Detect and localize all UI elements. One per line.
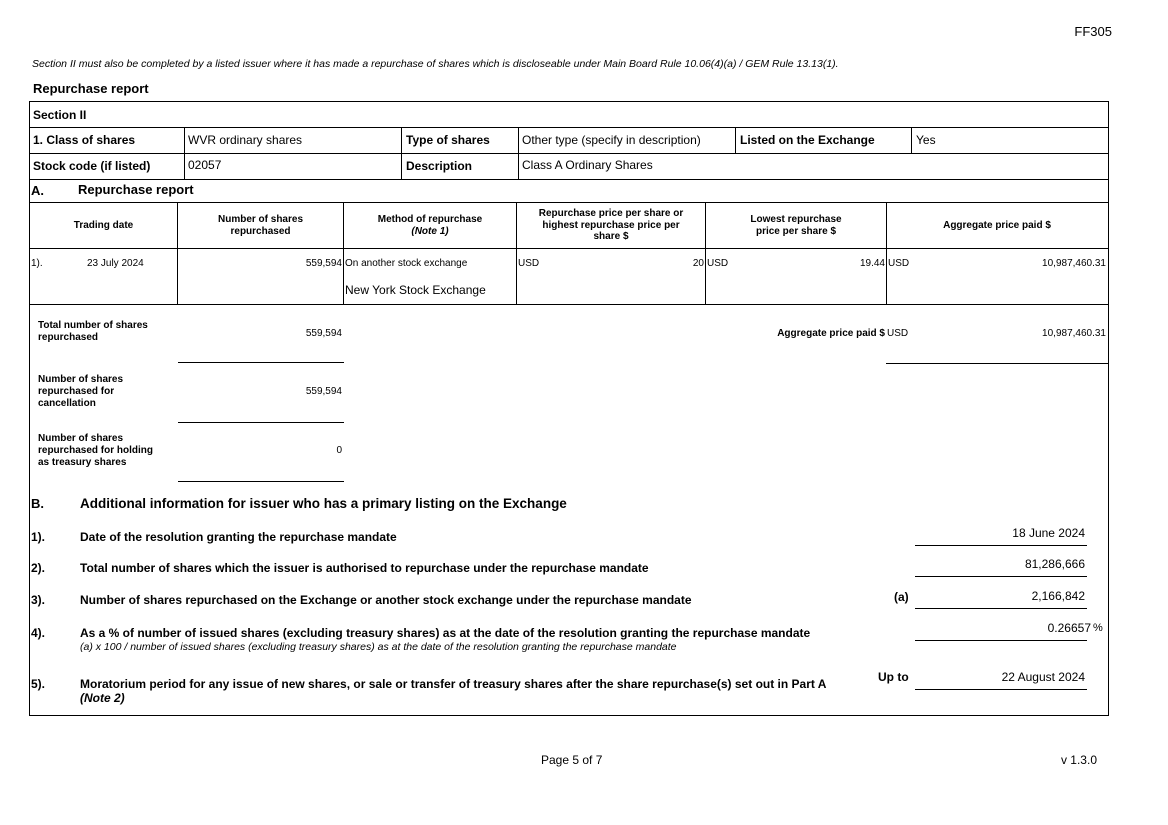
code-value: 02057	[188, 158, 222, 172]
row-shares: 559,594	[305, 258, 342, 269]
version: v 1.3.0	[1060, 753, 1097, 767]
listed-value: Yes	[916, 133, 936, 147]
total-agg-value: 10,987,460.31	[1042, 328, 1106, 339]
b-item-1-value: 18 June 2024	[1012, 526, 1085, 540]
row-price-currency: USD	[518, 258, 540, 269]
b-item-5-value: 22 August 2024	[1001, 670, 1085, 684]
code-label: Stock code (if listed)	[33, 159, 151, 173]
report-title: Repurchase report	[33, 81, 149, 96]
b-item-5-tag: Up to	[878, 670, 909, 684]
b-item-2-index: 2).	[31, 561, 46, 575]
row-method: On another stock exchange	[345, 258, 468, 269]
row-date: 23 July 2024	[87, 258, 144, 269]
row-agg-currency: USD	[888, 258, 910, 269]
b-item-3-index: 3).	[31, 593, 46, 607]
b-item-3-tag: (a)	[894, 590, 909, 604]
intro-note: Section II must also be completed by a listed issuer where it has made a repurchase of shares which is discloseable under Main Board Rule 10.06(4)(a) / GEM Rule 13.13(1).	[32, 58, 839, 70]
cancel-label: Number of shares repurchased for cancellation	[38, 374, 124, 409]
b-item-5-index: 5).	[31, 677, 46, 691]
desc-label: Description	[406, 159, 473, 173]
treasury-label: Number of shares repurchased for holding as treasury shares	[38, 433, 154, 468]
b-item-1-label: Date of the resolution granting the repurchase mandate	[80, 530, 397, 544]
class-value: WVR ordinary shares	[188, 133, 303, 147]
section-label: Section II	[33, 108, 87, 122]
row-aggregate: 10,987,460.31	[1042, 258, 1106, 269]
b-item-4-label: As a % of number of issued shares (excluding treasury shares) as at the date of the resolution granting the repurchase mandate	[80, 626, 811, 640]
listed-label: Listed on the Exchange	[740, 133, 875, 147]
type-label: Type of shares	[406, 133, 490, 147]
b-item-3-value: 2,166,842	[1031, 589, 1085, 603]
b-item-4-sub: (a) x 100 / number of issued shares (excluding treasury shares) as at the date of the resolution granting the repurchase mandate	[80, 641, 677, 653]
total-label: Total number of shares repurchased	[38, 320, 148, 343]
header-lowest: Lowest repurchase price per share $	[750, 214, 842, 237]
b-item-5-sub: (Note 2)	[80, 691, 125, 705]
treasury-value: 0	[336, 445, 342, 456]
part-b-title: Additional information for issuer who has a primary listing on the Exchange	[80, 496, 567, 511]
part-a-letter: A.	[31, 183, 44, 198]
type-value: Other type (specify in description)	[522, 133, 701, 147]
header-method: Method of repurchase (Note 1)	[377, 214, 483, 237]
row-price: 20	[692, 258, 704, 269]
page-number: Page 5 of 7	[541, 753, 603, 767]
b-item-4-unit: %	[1093, 622, 1103, 634]
b-item-3-label: Number of shares repurchased on the Exchange or another stock exchange under the repurchase mandate	[80, 593, 692, 607]
row-lowest-currency: USD	[707, 258, 729, 269]
row-index: 1).	[31, 258, 43, 269]
total-value: 559,594	[305, 328, 342, 339]
b-item-1-index: 1).	[31, 530, 46, 544]
header-num-shares: Number of shares repurchased	[217, 214, 304, 237]
row-lowest: 19.44	[859, 258, 885, 269]
total-agg-currency: USD	[887, 328, 909, 339]
header-trading-date: Trading date	[73, 219, 134, 231]
b-item-2-label: Total number of shares which the issuer is authorised to repurchase under the repurchase mandate	[80, 561, 649, 575]
part-a-title: Repurchase report	[78, 182, 194, 197]
row-exchange: New York Stock Exchange	[345, 283, 486, 297]
desc-value: Class A Ordinary Shares	[522, 158, 653, 172]
header-price: Repurchase price per share or highest repurchase price per share $	[538, 208, 684, 243]
total-agg-label: Aggregate price paid $	[777, 328, 885, 339]
b-item-4-index: 4).	[31, 626, 46, 640]
cancel-value: 559,594	[305, 386, 342, 397]
b-item-4-value: 0.26657	[1047, 621, 1091, 635]
b-item-2-value: 81,286,666	[1024, 557, 1085, 571]
header-aggregate: Aggregate price paid $	[943, 219, 1051, 231]
form-code: FF305	[1074, 24, 1112, 39]
class-label: 1. Class of shares	[33, 133, 136, 147]
b-item-5-label: Moratorium period for any issue of new shares, or sale or transfer of treasury shares after the share repurchase(s) set out in Part A	[80, 677, 827, 691]
part-b-letter: B.	[31, 496, 44, 511]
